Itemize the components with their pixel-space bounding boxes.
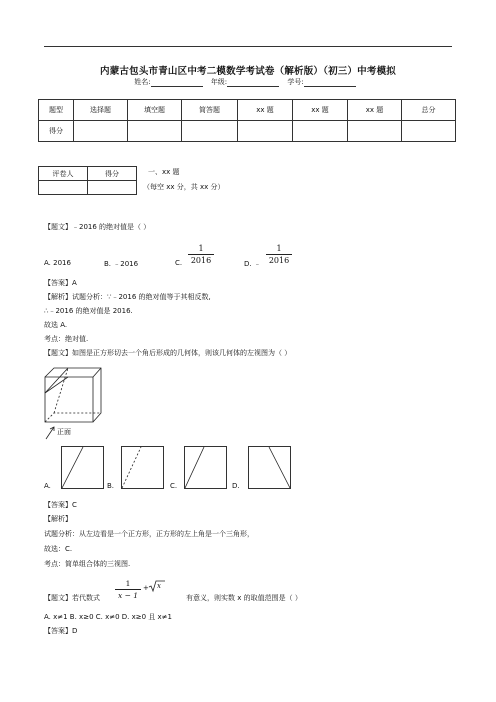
front-view-label: 正面: [57, 428, 71, 436]
grader-cell[interactable]: [39, 181, 88, 195]
q1-option-d-label: D. ﹣: [244, 260, 261, 268]
q2-analysis-2: 故选：C.: [44, 545, 73, 553]
q1-option-c-fraction: [188, 244, 214, 265]
score-header-cell: xx 题: [293, 100, 348, 121]
grader-header-cell: 得分: [88, 167, 137, 181]
fraction-denominator: x − 1: [117, 591, 139, 600]
score-cell[interactable]: [293, 121, 348, 142]
score-header-cell: xx 题: [348, 100, 402, 121]
fraction-denominator: 2016: [268, 256, 290, 265]
q3-options: A. x≠1 B. x≥0 C. x≠0 D. x≥0 且 x≠1: [44, 613, 172, 621]
q2-analysis-1: 试题分析：从左边看是一个正方形，正方形的左上角是一个三角形，: [44, 530, 254, 538]
grader-header-cell: 评卷人: [39, 167, 88, 181]
q2-option-d-view: [248, 446, 291, 489]
score-header-cell: 填空题: [128, 100, 182, 121]
q2-option-b-label: B.: [107, 482, 115, 490]
name-blank[interactable]: [151, 78, 203, 87]
q2-option-d-label: D.: [232, 482, 240, 490]
score-header-cell: 总分: [402, 100, 456, 121]
score-table-header-row: [39, 100, 456, 121]
q1-option-a: A. 2016: [44, 259, 71, 267]
score-header-cell: 简答题: [182, 100, 238, 121]
q1-analysis-1: 【解析】试题分析：∵﹣2016 的绝对值等于其相反数,: [44, 293, 211, 301]
grader-table: [38, 166, 137, 195]
q1-option-d-fraction: [266, 244, 292, 265]
student-info-line: [0, 77, 496, 87]
q1-option-c-label: C.: [175, 259, 183, 267]
score-table: [38, 99, 456, 142]
q3-stem-pre: 【题文】若代数式: [44, 594, 100, 602]
q1-analysis-3: 故选 A.: [44, 321, 68, 329]
score-header-cell: 选择题: [74, 100, 128, 121]
q2-point: 考点：简单组合体的三视图.: [44, 560, 131, 568]
q1-point: 考点：绝对值.: [44, 335, 89, 343]
score-cell[interactable]: [348, 121, 402, 142]
score-header-cell: 题型: [39, 100, 74, 121]
q2-answer: 【答案】C: [44, 501, 77, 509]
q1-stem: 【题文】﹣2016 的绝对值是（ ）: [44, 223, 151, 231]
score-cell[interactable]: [402, 121, 456, 142]
fraction-numerator: 1: [125, 579, 131, 588]
q3-radicand: x: [157, 582, 161, 590]
fraction-numerator: 1: [276, 244, 282, 253]
fraction-bar: [188, 254, 214, 255]
q2-option-b-view: [121, 446, 164, 489]
q3-plus: +: [143, 584, 149, 592]
q2-option-c-view: [184, 446, 227, 489]
score-cell[interactable]: [238, 121, 293, 142]
score-cell[interactable]: [74, 121, 128, 142]
id-blank[interactable]: [304, 78, 356, 87]
q2-analysis-head: 【解析】: [44, 515, 72, 523]
q1-answer: 【答案】A: [44, 279, 77, 287]
fraction-numerator: 1: [198, 244, 204, 253]
q2-option-c-label: C.: [170, 482, 178, 490]
section-note: （每空 xx 分，共 xx 分）: [143, 183, 225, 191]
q1-analysis-2: ∴﹣2016 的绝对值是 2016.: [44, 307, 133, 315]
score-cell[interactable]: [182, 121, 238, 142]
q1-option-b: B. ﹣2016: [104, 260, 139, 268]
grader-cell[interactable]: [88, 181, 137, 195]
q3-stem-post: 有意义，则实数 x 的取值范围是（ ）: [186, 594, 302, 602]
score-row-label: 得分: [39, 121, 74, 142]
q2-option-a-label: A.: [44, 482, 51, 490]
document-title: 内蒙古包头市青山区中考二模数学考试卷（解析版）（初三）中考模拟: [100, 66, 396, 77]
q3-fraction: [115, 579, 141, 600]
id-field-label: 学号:: [287, 78, 304, 86]
grade-blank[interactable]: [227, 78, 279, 87]
cut-cube-figure: [44, 367, 104, 442]
top-rule: [44, 46, 452, 47]
fraction-bar: [115, 589, 141, 590]
q2-stem: 【题文】如图是正方形切去一个角后形成的几何体，则该几何体的左视图为（ ）: [44, 349, 292, 357]
name-field-label: 姓名:: [134, 78, 151, 86]
fraction-denominator: 2016: [190, 256, 212, 265]
section-title: 一、xx 题: [148, 168, 180, 176]
score-header-cell: xx 题: [238, 100, 293, 121]
score-cell[interactable]: [128, 121, 182, 142]
q3-answer: 【答案】D: [44, 627, 78, 635]
grade-field-label: 年级:: [210, 78, 228, 86]
score-table-score-row: [39, 121, 456, 142]
q2-option-a-view: [61, 446, 104, 489]
fraction-bar: [266, 254, 292, 255]
